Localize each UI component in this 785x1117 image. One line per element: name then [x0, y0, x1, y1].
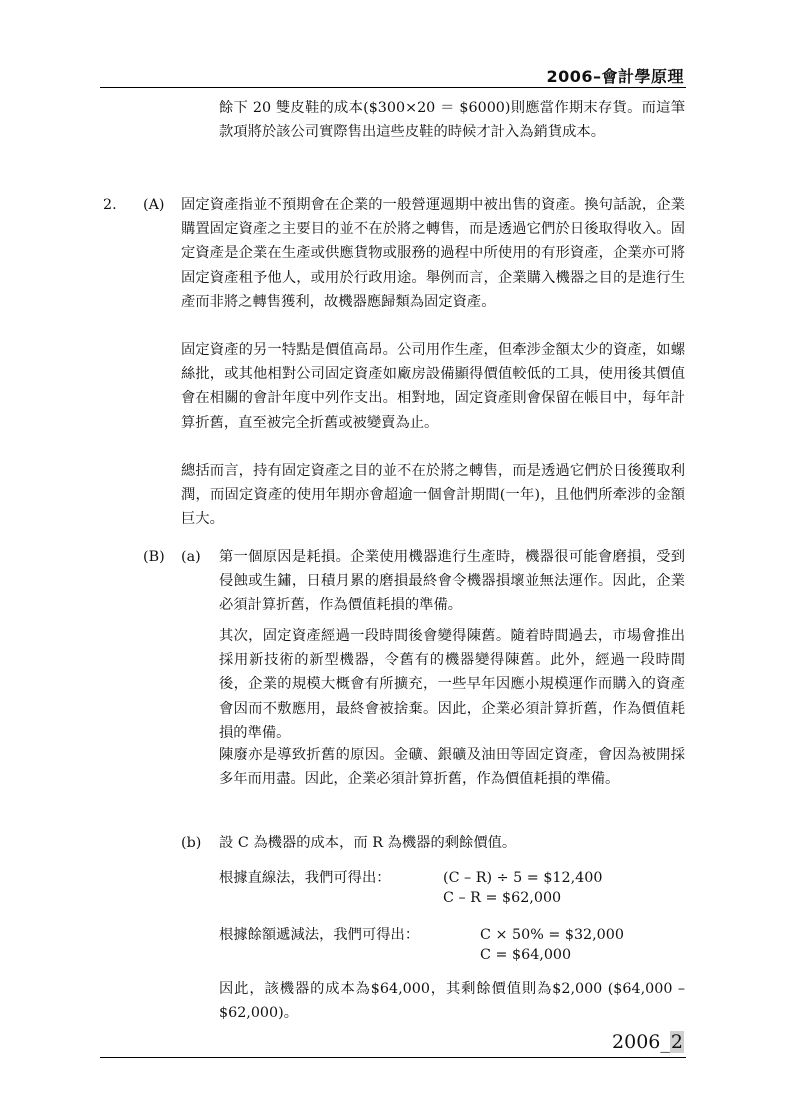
reducing-balance-label: 根據餘額遞減法，我們可得出：: [219, 927, 420, 943]
footer-rule: [100, 1057, 686, 1058]
straight-line-label: 根據直線法，我們可得出：: [219, 870, 391, 886]
part-b-b-intro: 設 C 為機器的成本，而 R 為機器的剩餘價值。: [219, 835, 517, 851]
straight-line-equation-1: (C – R) ÷ 5 = $12,400: [443, 870, 603, 886]
reducing-balance-equation-2: C = $64,000: [480, 947, 572, 963]
header-title: 2006–會計學原理: [546, 67, 684, 86]
page-number-prefix: 2006_: [612, 1031, 670, 1053]
part-b-a-paragraph-1: 第一個原因是耗損。企業使用機器進行生產時，機器很可能會磨損，受到侵蝕或生鏽，日積月累的磨損最終會令機器損壞並無法運作。因此，企業必須計算折舊，作為價值耗損的準備。: [219, 549, 685, 614]
part-a-label: (A): [143, 197, 165, 213]
part-b-b-label: (b): [181, 835, 202, 851]
conclusion-paragraph: 因此，該機器的成本為$64,000，其剩餘價值則為$2,000 ($64,000 – $62,000)。: [219, 981, 685, 1022]
part-b-a-label: (a): [181, 549, 201, 565]
part-b-label: (B): [143, 549, 165, 565]
part-b-a-paragraph-3: 陳廢亦是導致折舊的原因。金礦、銀礦及油田等固定資產，會因為被開採多年而用盡。因此，企業必須計算折舊，作為價值耗損的準備。: [219, 747, 685, 788]
straight-line-equation-2: C – R = $62,000: [443, 890, 562, 906]
page-number-last-digit: 2: [670, 1031, 683, 1053]
part-a-paragraph-2: 固定資產的另一特點是價值高昂。公司用作生產，但牽涉金額太少的資產，如螺絲批，或其他相對公司固定資產如廠房設備顯得價值較低的工具，使用後其價值會在相關的會計年度中列作支出。相對地，固定資產則會保留在帳目中，每年計算折舊，直至被完全折舊或被變賣為止。: [181, 342, 685, 431]
intro-paragraph: 餘下 20 雙皮鞋的成本($300×20 ＝ $6000)則應當作期末存貨。而這筆款項將於該公司實際售出這些皮鞋的時候才計入為銷貨成本。: [219, 100, 685, 141]
part-a-paragraph-3: 總括而言，持有固定資產之目的並不在於將之轉售，而是透過它們於日後獲取利潤，而固定資產的使用年期亦會超逾一個會計期間(一年)，且他們所牽涉的金額巨大。: [181, 463, 685, 528]
question-number: 2.: [103, 197, 117, 213]
reducing-balance-equation-1: C × 50% = $32,000: [480, 927, 624, 943]
part-b-a-paragraph-2: 其次，固定資產經過一段時間後會變得陳舊。隨着時間過去，市場會推出採用新技術的新型機器，令舊有的機器變得陳舊。此外，經過一段時間後，企業的規模大概會有所擴充，一些早年因應小規模運作而購入的資產會因而不敷應用，最終會被捨棄。因此，企業必須計算折舊，作為價值耗損的準備。: [219, 628, 685, 741]
page-number: [612, 1031, 684, 1053]
part-a-paragraph-1: 固定資產指並不預期會在企業的一般營運週期中被出售的資產。換句話說，企業購置固定資產之主要目的並不在於將之轉售，而是透過它們於日後取得收入。固定資產是企業在生產或供應貨物或服務的過程中所使用的有形資產，企業亦可將固定資產租予他人，或用於行政用途。舉例而言，企業購入機器之目的是進行生產而非將之轉售獲利，故機器應歸類為固定資產。: [181, 197, 685, 310]
header-rule: [100, 87, 686, 88]
